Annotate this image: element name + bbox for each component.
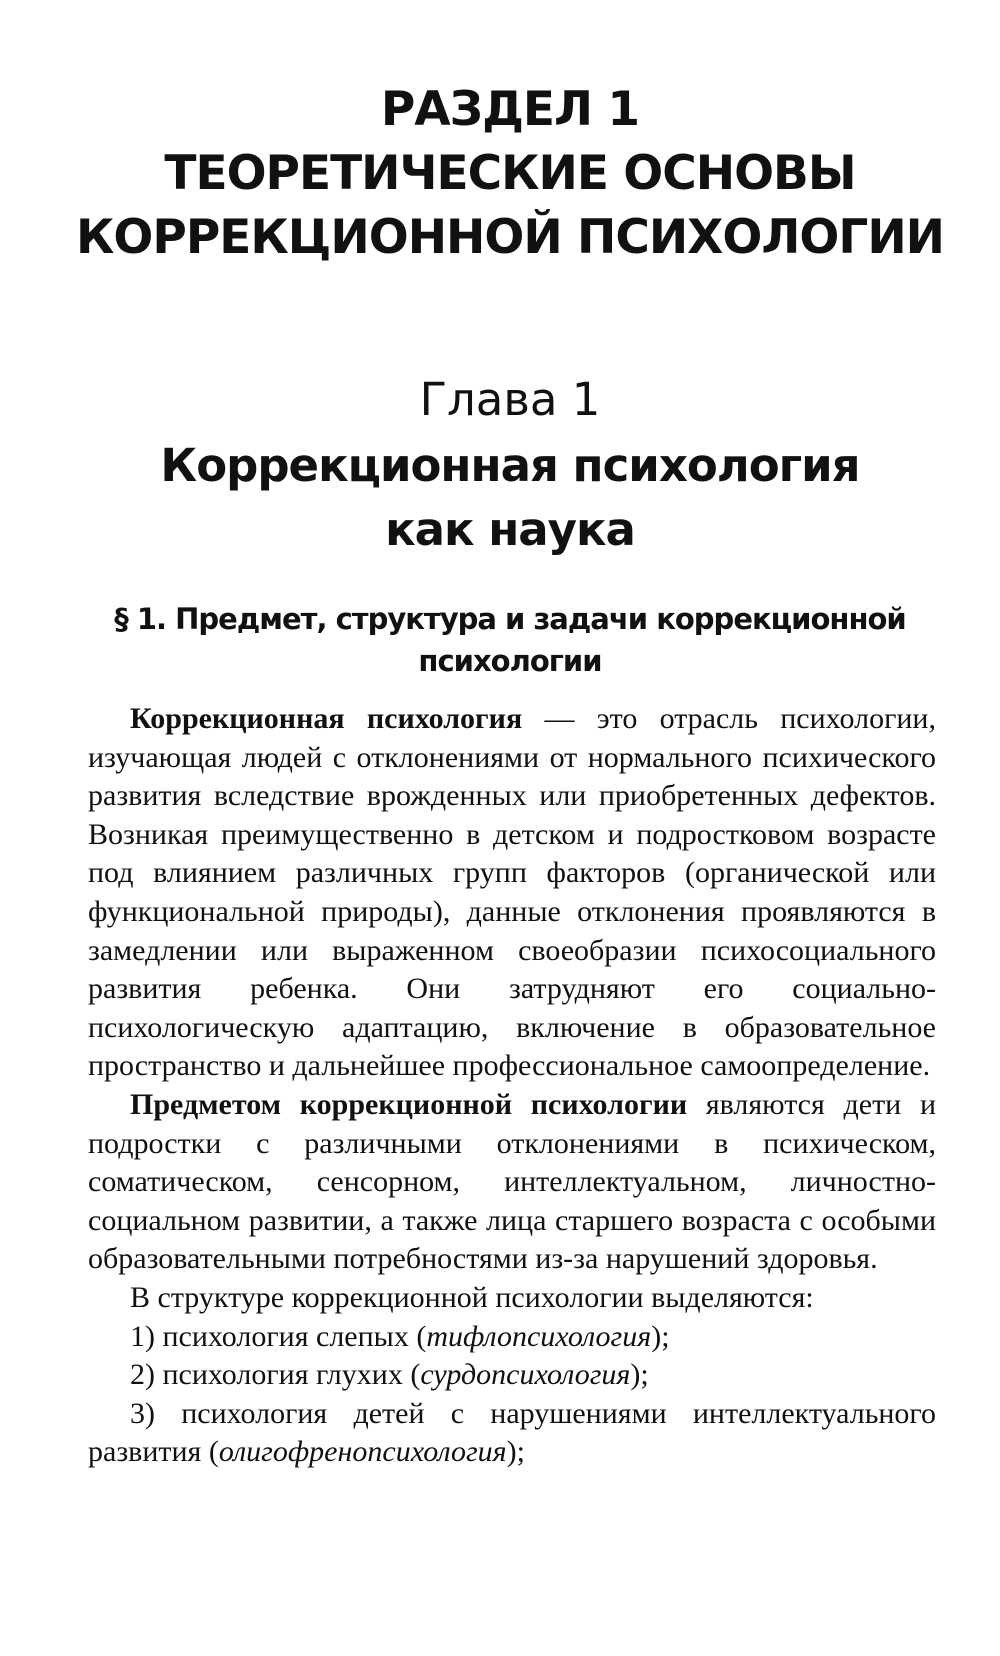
list-item: 2) психология глухих (сурдопсихология); [130, 1358, 649, 1392]
definition-text: — это отрасль психологии, изучающая людей с отклонениями от нормального психического развития вследствие врожденных или приобретенных дефектов. Возникая преимущественно в детском и подростковом возрасте под влиянием различных групп факторов (органической или функциональной природы), данные отклонения проявляются в замедлении или выраженном своеобразии психосоциального развития ребенка. Они затрудняют его социально-психологическую адаптацию, включение в образовательное пространство и дальнейшее профессиональное самоопределение. [88, 702, 936, 1083]
paragraph-definition [88, 700, 936, 1086]
list-term: тифлопсихология [426, 1319, 652, 1353]
paragraph-heading-line-1: § 1. Предмет, структура и задачи коррекционной [114, 602, 906, 636]
chapter-title-line-1: Коррекционная психология [160, 439, 860, 492]
chapter-title-line-2: как наука [385, 503, 635, 556]
section-heading [60, 78, 960, 270]
list-item: 3) психология детей с нарушениями интеллектуального развития (олигофренопсихология); [88, 1396, 936, 1469]
term-correctional-psychology: Коррекционная психология [130, 702, 523, 735]
paragraph-structure: В структуре коррекционной психологии выделяются: [130, 1280, 814, 1314]
paragraph-heading [90, 598, 930, 682]
chapter-title [60, 434, 960, 562]
section-title-line-2: КОРРЕКЦИОННОЙ ПСИХОЛОГИИ [76, 210, 944, 265]
section-number: РАЗДЕЛ 1 [380, 82, 640, 137]
paragraph-heading-line-2: психологии [418, 644, 602, 678]
list-item: 1) психология слепых (тифлопсихология); [130, 1319, 670, 1353]
term-subject: Предметом коррекционной психологии [130, 1087, 688, 1121]
list-term: сурдопсихология [420, 1358, 631, 1392]
chapter-number: Глава 1 [419, 373, 601, 426]
subject-text: являются дети и подростки с различными отклонениями в психическом, соматическом, сенсорном, интеллектуальном, личностно-социальном развитии, а также лица старшего возраста с особыми образовательными потребностями из-за нарушений здоровья. [88, 1087, 936, 1276]
section-title-line-1: ТЕОРЕТИЧЕСКИЕ ОСНОВЫ [164, 146, 856, 201]
paragraph-subject [88, 1086, 936, 1279]
body-text [88, 700, 936, 1472]
list-term: олигофренопсихология [218, 1435, 507, 1469]
